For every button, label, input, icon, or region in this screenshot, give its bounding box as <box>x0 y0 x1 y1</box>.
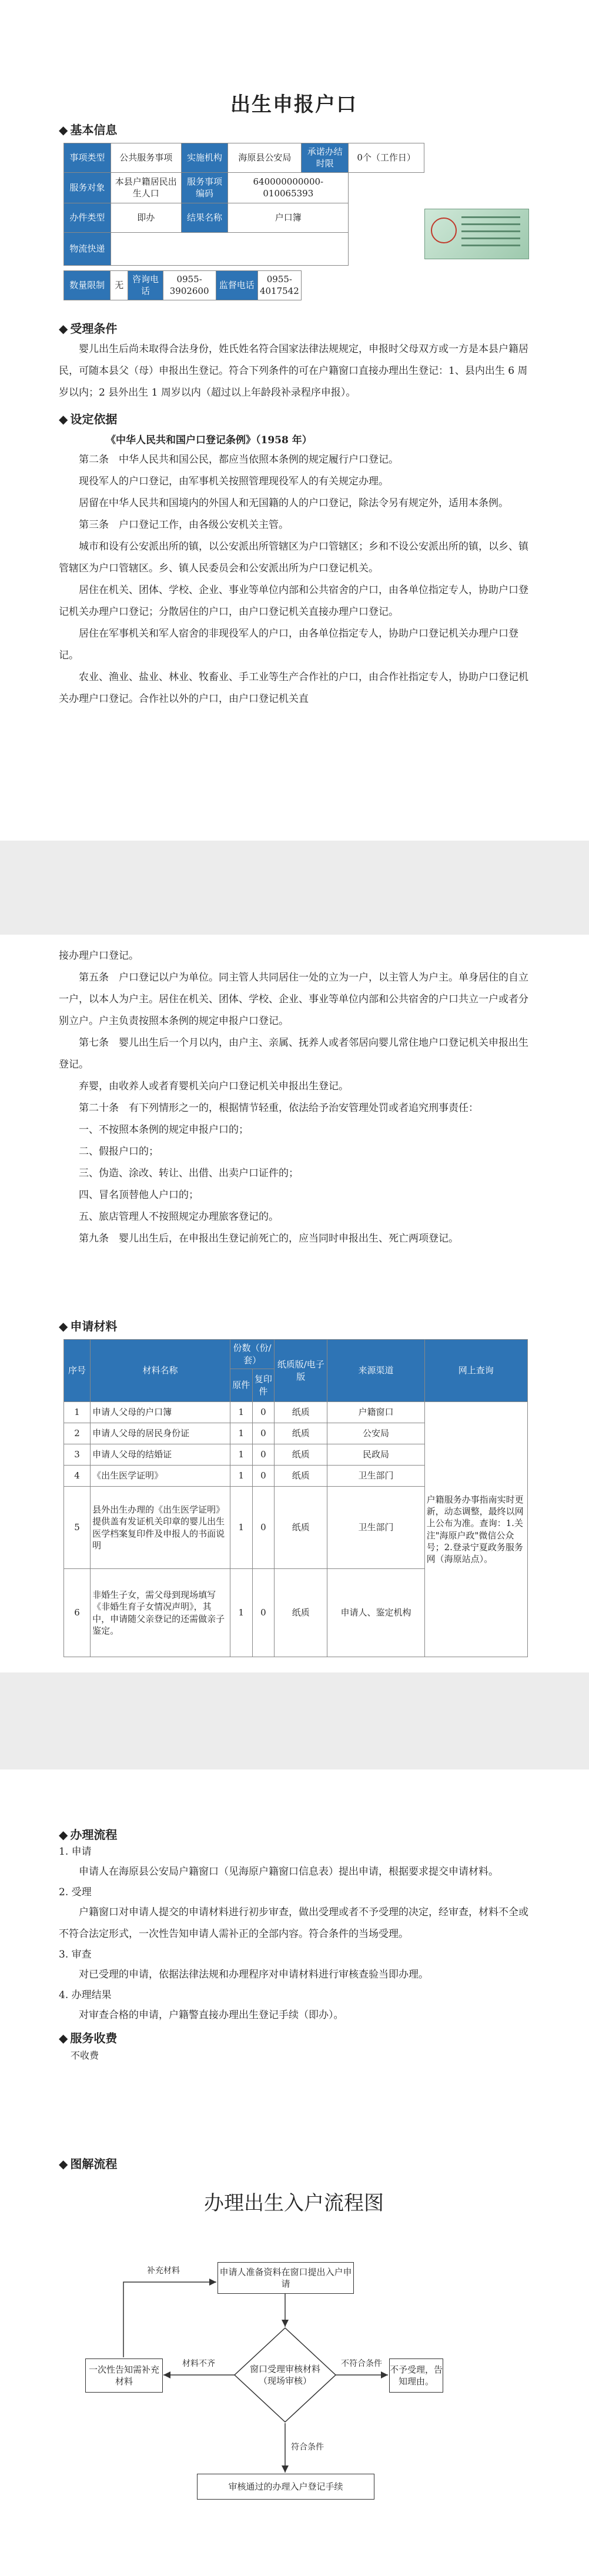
row-source: 申请人、鉴定机构 <box>327 1569 424 1657</box>
row-no: 4 <box>64 1466 91 1487</box>
row-name: 县外出生办理的《出生医学证明》提供盖有发证机关印章的婴儿出生医学档案复印件及申报人的书面说明 <box>91 1487 230 1569</box>
basis-paragraph: 一、不按照本条例的规定申报户口的； <box>79 1124 249 1136</box>
page-title: 出生申报户口 <box>230 93 357 116</box>
header-name: 材料名称 <box>91 1340 230 1402</box>
page-separator <box>0 841 589 935</box>
row-source: 户籍窗口 <box>327 1402 424 1423</box>
row-no: 6 <box>64 1569 91 1657</box>
label-result: 结果名称 <box>181 203 228 233</box>
basis-paragraph: 农业、渔业、盐业、林业、牧畜业、手工业等生产合作社的户口，由合作社指定专人，协助户口登记机关办理户口登记。合作社以外的户口，由户口登记机关直 <box>59 671 528 705</box>
basis-paragraph: 二、假报户口的； <box>79 1146 159 1157</box>
header-online: 网上查询 <box>424 1340 527 1402</box>
table-row <box>64 1402 528 1423</box>
value-item-type: 公共服务事项 <box>111 143 181 173</box>
header-copy: 复印件 <box>252 1369 275 1402</box>
basis-paragraph: 第七条 婴儿出生后一个月以内，由户主、亲属、抚养人或者邻居向婴儿常住地户口登记机关申报出生登记。 <box>59 1037 528 1070</box>
label-consult: 咨询电话 <box>128 271 163 300</box>
value-result: 户口簿 <box>228 203 349 233</box>
label-target: 服务对象 <box>64 173 111 203</box>
law-title: 《中华人民共和国户口登记条例》（1958 年） <box>106 434 312 446</box>
section-fee-heading: ◆ 服务收费 <box>59 2029 529 2046</box>
fee-text: 不收费 <box>71 2050 99 2061</box>
value-promise: 0个（工作日） <box>349 143 424 173</box>
row-orig: 1 <box>230 1423 253 1444</box>
row-no: 1 <box>64 1402 91 1423</box>
basis-paragraph: 接办理户口登记。 <box>59 950 139 962</box>
page-1 <box>0 0 589 841</box>
conditions-text: 婴儿出生后尚未取得合法身份，姓氏姓名符合国家法律法规规定，申报时父母双方或一方是本县户籍居民，可随本县父（母）申报出生登记。符合下列条件的可在户籍窗口直接办理出生登记：1、县内出生 6 周岁以内；2 县外出生 1 周岁以内（超过以上年龄段补录程序申报）。 <box>59 343 528 399</box>
page-2 <box>0 935 589 1672</box>
basis-paragraph: 居留在中华人民共和国境内的外国人和无国籍的人的户口登记，除法令另有规定外，适用本条例。 <box>79 497 508 509</box>
row-name: 申请人父母的结婚证 <box>91 1444 230 1466</box>
row-name: 申请人父母的居民身份证 <box>91 1423 230 1444</box>
page-separator <box>0 1672 589 1769</box>
flow-title: 办理出生入户流程图 <box>204 2192 384 2215</box>
flow-label-incomplete: 材料不齐 <box>182 2359 215 2368</box>
row-source: 民政局 <box>327 1444 424 1466</box>
row-name: 非婚生子女，需父母到现场填写《非婚生育子女情况声明》，其中，申请随父亲登记的还需做亲子鉴定。 <box>91 1569 230 1657</box>
row-orig: 1 <box>230 1569 253 1657</box>
basis-paragraph: 四、冒名顶替他人户口的； <box>79 1189 199 1201</box>
process-step-text: 对已受理的申请，依据法律法规和办理程序对申请材料进行审核查验当即办理。 <box>79 1969 429 1980</box>
label-method: 办件类型 <box>64 203 111 233</box>
basis-paragraph: 城市和设有公安派出所的镇，以公安派出所管辖区为户口管辖区；乡和不设公安派出所的镇，以乡、镇管辖区为户口管辖区。乡、镇人民委员会和公安派出所为户口登记机关。 <box>59 541 528 574</box>
label-limit: 数量限制 <box>64 271 111 300</box>
row-source: 卫生部门 <box>327 1466 424 1487</box>
header-no: 序号 <box>64 1340 91 1402</box>
row-orig: 1 <box>230 1487 253 1569</box>
header-source: 来源渠道 <box>327 1340 424 1402</box>
row-orig: 1 <box>230 1402 253 1423</box>
value-consult: 0955-3902600 <box>163 271 216 300</box>
value-method: 即办 <box>111 203 181 233</box>
flow-node-reject: 不予受理，告知理由。 <box>389 2358 443 2393</box>
flow-node-review: 窗口受理审核材料（现场审核） <box>250 2363 321 2386</box>
basis-paragraph: 第二条 中华人民共和国公民，都应当依照本条例的规定履行户口登记。 <box>79 454 399 466</box>
row-no: 3 <box>64 1444 91 1466</box>
row-source: 卫生部门 <box>327 1487 424 1569</box>
section-diagram-heading: ◆ 图解流程 <box>59 2155 529 2172</box>
label-logistics: 物流快递 <box>64 233 111 266</box>
section-conditions-heading: ◆ 受理条件 <box>59 319 529 336</box>
flow-label-meet: 符合条件 <box>291 2443 324 2452</box>
value-logistics <box>111 233 348 266</box>
household-register-thumbnail <box>424 209 529 259</box>
row-form: 纸质 <box>275 1466 327 1487</box>
section-basic-heading: ◆ 基本信息 <box>59 121 529 138</box>
flow-label-notmeet: 不符合条件 <box>341 2359 382 2368</box>
process-step-text: 户籍窗口对申请人提交的申请材料进行初步审查，做出受理或者不予受理的决定，经审查，材料不全或不符合法定形式，一次性告知申请人需补正的全部内容。符合条件的当场受理。 <box>59 1906 528 1940</box>
basic-info-table <box>63 143 424 266</box>
section-materials-heading: ◆ 申请材料 <box>59 1317 529 1334</box>
row-name: 《出生医学证明》 <box>91 1466 230 1487</box>
value-supervise: 0955-4017542 <box>257 271 301 300</box>
basic-info-table-limit-row <box>63 270 424 300</box>
online-query-text: 户籍服务办事指南实时更新，动态调整，最终以网上公布为准。查询：1.关注"海原户政"微信公众号；2.登录宁夏政务服务网（海原站点）。 <box>424 1402 527 1657</box>
flow-diagram <box>59 2187 529 2516</box>
label-item-type: 事项类型 <box>64 143 111 173</box>
row-form: 纸质 <box>275 1402 327 1423</box>
flow-node-submit: 申请人准备资料在窗口提出入户申请 <box>217 2262 354 2294</box>
basis-paragraph: 居住在机关、团体、学校、企业、事业等单位内部和公共宿舍的户口，由各单位指定专人，协助户口登记机关办理户口登记；分散居住的户口，由户口登记机关直接办理户口登记。 <box>59 584 528 618</box>
section-basis-heading: ◆ 设定依据 <box>59 410 529 427</box>
row-orig: 1 <box>230 1466 253 1487</box>
label-org: 实施机构 <box>181 143 228 173</box>
basis-paragraph: 五、旅店管理人不按照规定办理旅客登记的。 <box>79 1211 279 1223</box>
row-copy: 0 <box>252 1423 275 1444</box>
basis-paragraph: 弃婴，由收养人或者育婴机关向户口登记机关申报出生登记。 <box>79 1080 349 1092</box>
process-step-text: 申请人在海原县公安局户籍窗口（见海原户籍窗口信息表）提出申请，根据要求提交申请材料。 <box>79 1866 498 1878</box>
flow-node-done: 审核通过的办理入户登记手续 <box>197 2474 374 2500</box>
certificate-cell <box>349 173 424 266</box>
materials-table <box>63 1339 528 1657</box>
basis-paragraph: 居住在军事机关和军人宿舍的非现役军人的户口，由各单位指定专人，协助户口登记机关办理户口登记。 <box>59 628 518 661</box>
process-step-title: 2. 受理 <box>59 1886 92 1898</box>
page-3 <box>0 1769 589 2576</box>
header-count: 份数（份/套） <box>230 1340 275 1369</box>
row-no: 2 <box>64 1423 91 1444</box>
basis-paragraph: 第九条 婴儿出生后，在申报出生登记前死亡的，应当同时申报出生、死亡两项登记。 <box>79 1233 459 1244</box>
value-org: 海原县公安局 <box>228 143 302 173</box>
label-supervise: 监督电话 <box>216 271 257 300</box>
row-copy: 0 <box>252 1402 275 1423</box>
flow-node-notify: 一次性告知需补充材料 <box>85 2358 163 2393</box>
value-code: 640000000000-010065393 <box>228 173 349 203</box>
flow-arrows <box>59 2187 529 2516</box>
label-promise: 承诺办结时限 <box>302 143 349 173</box>
value-limit: 无 <box>111 271 128 300</box>
row-form: 纸质 <box>275 1444 327 1466</box>
basis-paragraph: 第五条 户口登记以户为单位。同主管人共同居住一处的立为一户，以主管人为户主。单身居住的自立一户，以本人为户主。居住在机关、团体、学校、企业、事业等单位内部和公共宿舍的户口共立一户或者分别立户。户主负责按照本条例的规定申报户口登记。 <box>59 972 528 1027</box>
row-form: 纸质 <box>275 1569 327 1657</box>
row-form: 纸质 <box>275 1487 327 1569</box>
row-name: 申请人父母的户口簿 <box>91 1402 230 1423</box>
process-step-title: 4. 办理结果 <box>59 1989 112 2001</box>
process-step-title: 1. 申请 <box>59 1846 92 1858</box>
value-target: 本县户籍居民出生人口 <box>111 173 181 203</box>
label-code: 服务事项编码 <box>181 173 228 203</box>
header-orig: 原件 <box>230 1369 253 1402</box>
basis-paragraph: 第二十条 有下列情形之一的，根据情节轻重，依法给予治安管理处罚或者追究刑事责任： <box>79 1102 478 1114</box>
row-copy: 0 <box>252 1487 275 1569</box>
header-form: 纸质版/电子版 <box>275 1340 327 1402</box>
row-form: 纸质 <box>275 1423 327 1444</box>
section-process-heading: ◆ 办理流程 <box>59 1825 529 1842</box>
row-source: 公安局 <box>327 1423 424 1444</box>
row-copy: 0 <box>252 1444 275 1466</box>
basis-paragraph: 三、伪造、涂改、转让、出借、出卖户口证件的； <box>79 1167 299 1179</box>
row-orig: 1 <box>230 1444 253 1466</box>
row-copy: 0 <box>252 1569 275 1657</box>
process-step-title: 3. 审查 <box>59 1949 92 1961</box>
process-step-text: 对审查合格的申请，户籍警直接办理出生登记手续（即办）。 <box>79 2009 344 2021</box>
row-copy: 0 <box>252 1466 275 1487</box>
basis-paragraph: 现役军人的户口登记，由军事机关按照管理现役军人的有关规定办理。 <box>79 476 389 487</box>
row-no: 5 <box>64 1487 91 1569</box>
basis-paragraph: 第三条 户口登记工作，由各级公安机关主管。 <box>79 519 289 531</box>
flow-label-supply: 补充材料 <box>147 2266 180 2276</box>
